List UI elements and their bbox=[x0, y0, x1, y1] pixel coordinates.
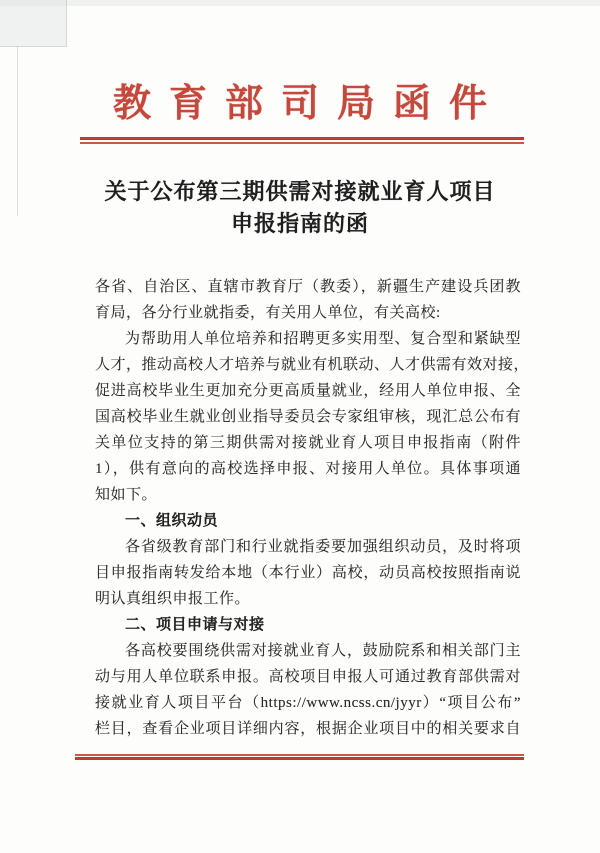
header-rule-thin-line bbox=[80, 142, 524, 144]
scan-edge-top bbox=[0, 0, 600, 6]
letterhead-title: 教育部司局函件 bbox=[112, 83, 505, 125]
body-text-line: 促进高校毕业生更加充分更高质量就业，经用人单位申报、全 bbox=[95, 383, 521, 399]
body-text-line: 为帮助用人单位培养和招聘更多实用型、复合型和紧缺型 bbox=[125, 331, 521, 347]
footer-rule-thick-line bbox=[75, 757, 524, 760]
body-text-line: 动与用人单位联系申报。高校项目申报人可通过教育部供需对 bbox=[95, 669, 521, 685]
section-heading: 一、组织动员 bbox=[125, 512, 219, 529]
scan-edge-corner bbox=[0, 0, 67, 47]
body-text-line: 知如下。 bbox=[95, 487, 158, 503]
body-text-line: 接就业育人项目平台（https://www.ncss.cn/jyyr）“项目公布” bbox=[95, 695, 521, 711]
document-title-line1: 关于公布第三期供需对接就业育人项目 bbox=[104, 179, 496, 204]
footer-rule-thin-line bbox=[75, 754, 524, 756]
body-text-line: 1），供有意向的高校选择申报、对接用人单位。具体事项通 bbox=[95, 461, 521, 477]
body-text-line: 育局，各分行业就指委，有关用人单位，有关高校: bbox=[95, 305, 441, 321]
document-title bbox=[0, 176, 600, 240]
body-text-line: 各高校要围绕供需对接就业育人，鼓励院系和相关部门主 bbox=[125, 643, 521, 659]
document-body bbox=[95, 274, 530, 742]
document-title-line2: 申报指南的函 bbox=[230, 211, 369, 236]
body-text-line: 国高校毕业生就业创业指导委员会专家组审核，现汇总公布有 bbox=[95, 409, 521, 425]
body-text-line: 各省级教育部门和行业就指委要加强组织动员，及时将项 bbox=[125, 539, 521, 555]
body-text-line: 人才，推动高校人才培养与就业有机联动、人才供需有效对接， bbox=[95, 357, 530, 373]
header-double-rule bbox=[80, 137, 524, 144]
body-text-line: 明认真组织申报工作。 bbox=[95, 591, 251, 607]
section-heading: 二、项目申请与对接 bbox=[125, 616, 265, 633]
body-text-line: 目申报指南转发给本地（本行业）高校，动员高校按照指南说 bbox=[95, 565, 521, 581]
body-text-line: 各省、自治区、直辖市教育厅（教委），新疆生产建设兵团教 bbox=[95, 279, 521, 295]
body-text-line: 关单位支持的第三期供需对接就业育人项目申报指南（附件 bbox=[95, 435, 521, 451]
body-text-line: 栏目，查看企业项目详细内容，根据企业项目中的相关要求自 bbox=[95, 721, 521, 737]
footer-double-rule bbox=[75, 754, 524, 760]
